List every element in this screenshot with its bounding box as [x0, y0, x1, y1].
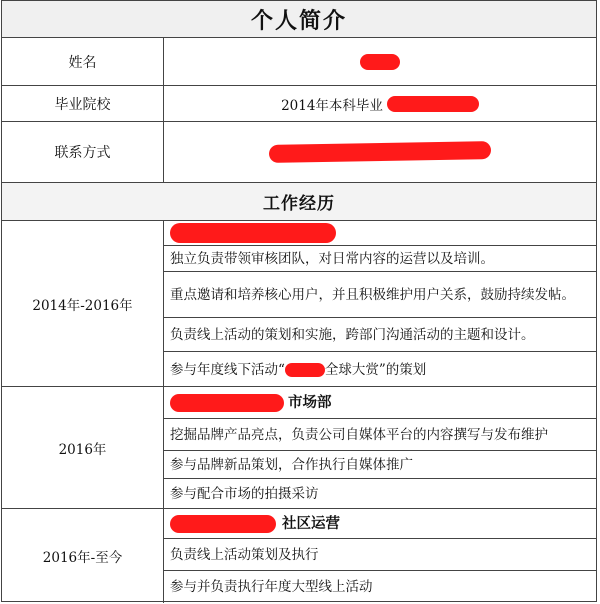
redaction-mark	[269, 141, 491, 163]
name-label: 姓名	[2, 38, 164, 85]
section-header	[2, 183, 596, 221]
duty-item	[164, 272, 596, 318]
duty-item	[164, 479, 596, 509]
company-cell	[164, 221, 596, 246]
company-cell	[164, 509, 596, 539]
duty-text: 参与配合市场的拍摄采访	[170, 486, 319, 502]
school-label: 毕业院校	[2, 86, 164, 121]
school-text: 2014年本科毕业	[281, 97, 383, 114]
resume-table	[1, 0, 597, 602]
duty-item	[164, 419, 596, 451]
duty-text: 参与并负责执行年度大型线上活动	[170, 579, 373, 595]
duty-item	[164, 571, 596, 603]
duty-text: 负责线上活动的策划和实施，跨部门沟通活动的主题和设计。	[170, 326, 535, 343]
period-label: 2016年	[2, 387, 164, 508]
experience-group	[2, 387, 596, 509]
section-title: 工作经历	[263, 194, 335, 214]
name-value	[164, 38, 596, 85]
duty-text: 参与品牌新品策划，合作执行自媒体推广	[170, 456, 413, 473]
contact-row	[2, 122, 596, 183]
department-label: 市场部	[288, 393, 332, 411]
department-label: 社区运营	[282, 514, 340, 532]
contact-value	[164, 122, 596, 182]
period-label: 2016年-至今	[2, 509, 164, 603]
redaction-mark	[285, 363, 325, 377]
page-title: 个人简介	[250, 7, 347, 34]
redaction-mark	[170, 394, 284, 412]
redaction-mark	[170, 223, 336, 243]
title-row	[2, 1, 596, 38]
period-label: 2014年-2016年	[2, 221, 164, 386]
duty-item	[164, 539, 596, 571]
duty-text: 重点邀请和培养核心用户，并且积极维护用户关系，鼓励持续发帖。	[170, 286, 575, 303]
redaction-mark	[387, 96, 479, 112]
duty-item	[164, 318, 596, 352]
duty-text: 负责线上活动策划及执行	[170, 546, 319, 563]
duty-text: 独立负责带领审核团队，对日常内容的运营以及培训。	[170, 250, 494, 267]
duty-item	[164, 246, 596, 272]
redaction-mark	[170, 515, 276, 533]
duty-text: 参与年度线下活动“	[170, 361, 285, 378]
duty-item	[164, 451, 596, 479]
contact-label: 联系方式	[2, 122, 164, 182]
duty-text: 挖掘品牌产品亮点，负责公司自媒体平台的内容撰写与发布维护	[170, 426, 548, 443]
duty-item	[164, 352, 596, 387]
name-row	[2, 38, 596, 86]
duty-text: 全球大赏”的策划	[324, 361, 427, 378]
company-cell	[164, 387, 596, 419]
redaction-mark	[360, 54, 400, 70]
school-row	[2, 86, 596, 122]
school-value	[164, 86, 596, 121]
experience-group	[2, 221, 596, 387]
experience-group	[2, 509, 596, 603]
